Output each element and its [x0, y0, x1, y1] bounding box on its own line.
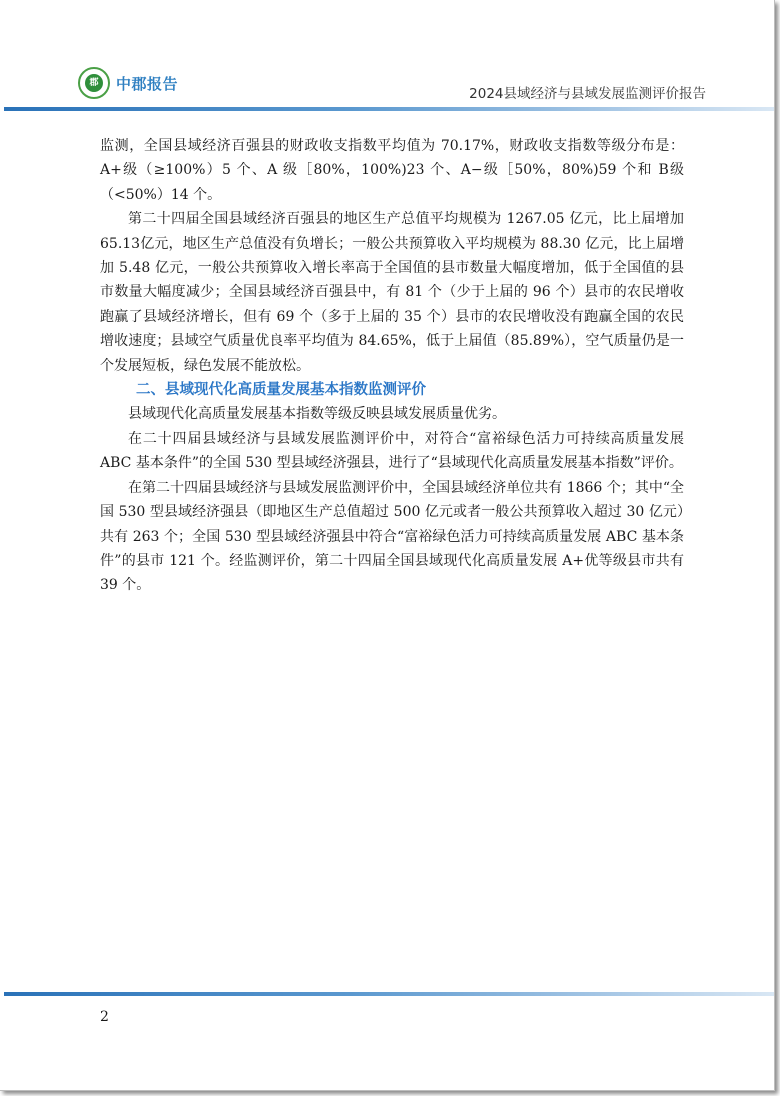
brand-name: 中郡报告 — [116, 75, 179, 93]
page-content — [100, 134, 684, 598]
paragraph-index-intro: 县域现代化高质量发展基本指数等级反映县域发展质量优劣。 — [128, 406, 506, 423]
footer-divider — [4, 992, 774, 996]
report-title: 2024县域经济与县域发展监测评价报告 — [469, 86, 706, 102]
page-number: 2 — [100, 1009, 109, 1025]
paragraph-fiscal-index: 监测，全国县域经济百强县的财政收支指数平均值为 70.17%，财政收支指数等级分布是： A+级（≥100%）5 个、A 级［80%，100%)23 个、A−级［50%，80%)59 个和 B级（<50%）14 个。 — [100, 138, 684, 203]
logo-glyph: 郡 — [89, 78, 99, 88]
header-divider — [4, 107, 774, 111]
page-header — [0, 60, 774, 120]
paragraph-evaluation-results: 在第二十四届县域经济与县域发展监测评价中，全国县域经济单位共有 1866 个；其中“全国 530 型县域经济强县（即地区生产总值超过 500 亿元或者一般公共预算收入超过 30 亿元）共有 263 个；全国 530 型县域经济强县中符合“富裕绿色活力可持续高质量发展 ABC 基本条件”的县市 121 个。经监测评价，第二十四届全国县域现代化高质量发展 A+优等级县市共有 39 个。 — [100, 479, 684, 594]
paragraph-evaluation-scope: 在二十四届县域经济与县域发展监测评价中，对符合“富裕绿色活力可持续高质量发展 ABC 基本条件”的全国 530 型县域经济强县，进行了“县域现代化高质量发展基本指数”评价。 — [100, 430, 684, 472]
zhongjun-logo-icon — [78, 67, 110, 99]
paragraph-gdp-summary: 第二十四届全国县域经济百强县的地区生产总值平均规模为 1267.05 亿元，比上届增加65.13亿元，地区生产总值没有负增长；一般公共预算收入平均规模为 88.30 亿元，比上届增加 5.48 亿元，一般公共预算收入增长率高于全国值的县市数量大幅度增加，低于全国值的县市数量大幅度减少；全国县域经济百强县中，有 81 个（少于上届的 96 个）县市的农民增收跑赢了县域经济增长，但有 69 个（多于上届的 35 个）县市的农民增收没有跑赢全国的农民增收速度；县域空气质量优良率平均值为 84.65%，低于上届值（85.89%），空气质量仍是一个发展短板，绿色发展不能放松。 — [100, 211, 684, 374]
section-heading: 二、县域现代化高质量发展基本指数监测评价 — [136, 382, 426, 399]
